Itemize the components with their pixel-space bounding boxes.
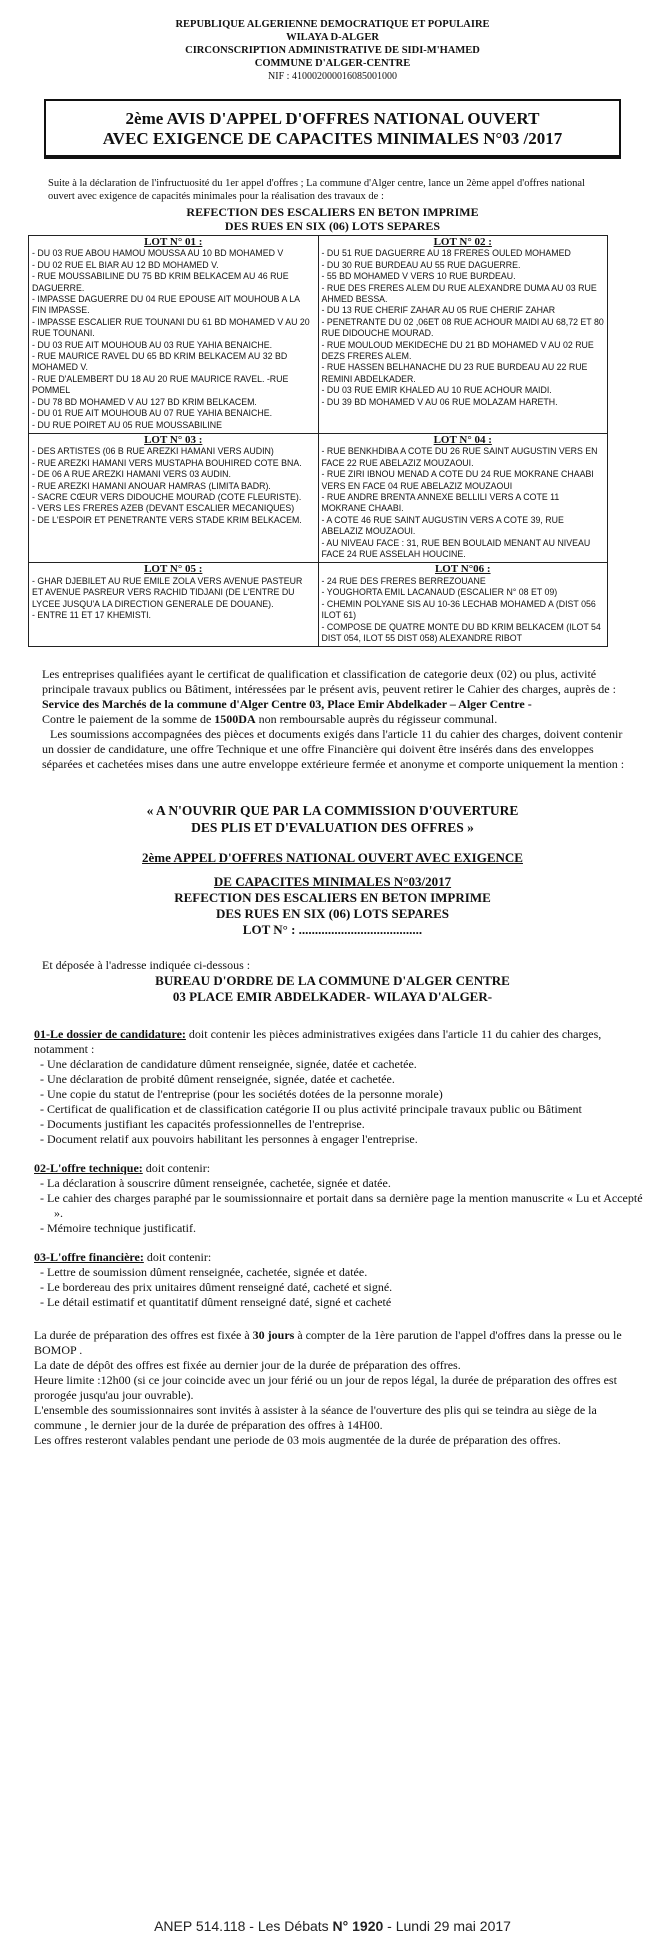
header-line-circonscription: CIRCONSCRIPTION ADMINISTRATIVE DE SIDI-M'HAMED [185, 45, 480, 56]
lot-item: - RUE MOULOUD MEKIDECHE DU 21 BD MOHAMED V AU 02 RUE DEZS FRERES ALEM. [321, 339, 594, 362]
requirement-item: - Le bordereau des prix unitaires dûment renseigné daté, cacheté et signé. [40, 1280, 393, 1295]
lots-row [29, 434, 608, 563]
closing-section [34, 1328, 646, 1448]
mention-line7: LOT N° : ...................................... [242, 922, 423, 938]
lot-item: - RUE D'ALEMBERT DU 18 AU 20 RUE MAURICE RAVEL. -RUE POMMEL [32, 373, 289, 396]
lot-item: - RUE ANDRE BRENTA ANNEXE BELLILI VERS A COTE 11 MOKRANE CHAABI. [321, 492, 560, 514]
lot-items [322, 248, 605, 408]
lot-item: - RUE BENKHDIBA A COTE DU 26 RUE SAINT AUGUSTIN VERS EN FACE 22 RUE ABELAZIZ MOUZAOUI. [321, 446, 598, 468]
submission-paragraph: Les soumissions accompagnées des pièces et documents exigés dans l'article 11 du cahier des charges, doivent contenir un dossier de candidature, une offre Technique et une offre Financière qui doivent être insérés dans des enveloppes séparées et cachetées mises dans une autre enveloppe extérieure fermée et anonyme et comporte uniquement la mention : [42, 727, 625, 772]
requirement-item: - Une copie du statut de l'entreprise (pour les sociétés dotées de la personne morale) [40, 1087, 443, 1102]
lot-item: - RUE HASSEN BELHANACHE DU 23 RUE BURDEAU AU 22 RUE REMINI ABDELKADER. [321, 362, 588, 384]
lot-cell [318, 563, 608, 647]
tender-title-line2: AVEC EXIGENCE DE CAPACITES MINIMALES N°03 /2017 [102, 129, 563, 148]
requirement-item: - Une déclaration de candidature dûment renseignée, signée, datée et cachetée. [40, 1057, 417, 1072]
header-line-wilaya: WILAYA D-ALGER [286, 32, 379, 43]
lot-cell [318, 434, 608, 563]
lot-items [32, 446, 315, 526]
eligibility-section [42, 667, 631, 772]
requirement-item: - Mémoire technique justificatif. [40, 1221, 196, 1236]
lot-item: - DU 03 RUE ABOU HAMOU MOUSSA AU 10 BD MOHAMED V [32, 248, 284, 259]
lot-item: - RUE DES FRERES ALEM DU RUE ALEXANDRE DUMA AU 03 RUE AHMED BESSA. [321, 282, 597, 305]
dossier-text: doit contenir les pièces administratives exigées dans l'article 11 du cahier des charges, notamment : [34, 1027, 602, 1057]
closing-p1-post: à compter de la 1ère parution de l'appel d'offres dans la presse ou le BOMOP . [34, 1328, 622, 1358]
lot-title: LOT N°06 : [434, 563, 491, 576]
publication-footer [0, 1918, 665, 1934]
lot-items [32, 248, 315, 431]
header-nif: NIF : 410002000016085001000 [268, 71, 397, 82]
lot-item: - COMPOSE DE QUATRE MONTE DU BD KRIM BELKACEM (ILOT 54 DIST 054, ILOT 55 DIST 058) ALEXANDRE RIBOT [321, 621, 601, 643]
lot-items [322, 576, 605, 644]
mention-line6: DES RUES EN SIX (06) LOTS SEPARES [215, 906, 450, 922]
lot-item: - DU 03 RUE AIT MOUHOUB AU 03 RUE YAHIA BENAICHE. [32, 339, 273, 350]
lot-item: - DU 01 RUE AIT MOUHOUB AU 07 RUE YAHIA BENAICHE. [32, 408, 273, 419]
works-subject-line1: REFECTION DES ESCALIERS EN BETON IMPRIME [186, 205, 479, 219]
lot-item: - 24 RUE DES FRERES BERREZOUANE [321, 575, 486, 586]
envelope-mention [0, 802, 665, 836]
deposit-line2: 03 PLACE EMIR ABDELKADER- WILAYA D'ALGER- [172, 989, 493, 1005]
lot-items [32, 576, 315, 622]
mention-line4: DE CAPACITES MINIMALES N°03/2017 [213, 874, 452, 890]
header-line-commune: COMMUNE D'ALGER-CENTRE [254, 58, 411, 69]
dossier-list [34, 1057, 646, 1147]
lot-item: - DU 78 BD MOHAMED V AU 127 BD KRIM BELKACEM. [32, 396, 257, 407]
payment-amount: 1500DA [214, 712, 256, 727]
dossier-section [34, 1027, 646, 1147]
lot-item: - DE L'ESPOIR ET PENETRANTE VERS STADE KRIM BELKACEM. [32, 514, 302, 525]
financiere-section [34, 1250, 646, 1310]
lot-item: - RUE AREZKI HAMANI ANOUAR HAMRAS (LIMITA BADR). [32, 480, 271, 491]
lot-item: - 55 BD MOHAMED V VERS 10 RUE BURDEAU. [321, 271, 516, 282]
lot-title: LOT N° 02 : [433, 236, 492, 248]
closing-deadline: Heure limite :12h00 (si ce jour coincide avec un jour férié ou un jour de repos légal, la durée de préparation des offres est prorogée jusqu'au jour ouvrable). [34, 1373, 617, 1403]
lot-title: LOT N° 03 : [144, 434, 203, 446]
closing-p1-bold: 30 jours [252, 1328, 295, 1343]
lot-item: - DES ARTISTES (06 B RUE AREZKI HAMANI VERS AUDIN) [32, 446, 274, 457]
lot-item: - A COTE 46 RUE SAINT AUGUSTIN VERS A COTE 39, RUE ABELAZIZ MOUZAOUI. [321, 514, 564, 537]
financiere-text: doit contenir: [143, 1250, 212, 1265]
dossier-heading: 01-Le dossier de candidature: [34, 1027, 186, 1042]
lot-title: LOT N° 04 : [433, 434, 492, 446]
eligibility-paragraph: Les entreprises qualifiées ayant le certificat de qualification et classification de categorie deux (02) ou plus, activité principale travaux publics ou Bâtiment, intéressées par le présent avis, peuvent retirer le Cahier des charges, auprès de : [42, 667, 616, 697]
service-address: Service des Marchés de la commune d'Alger Centre 03, Place Emir Abdelkader – Alger Centre - [42, 697, 532, 712]
closing-deposit-date: La date de dépôt des offres est fixée au dernier jour de la durée de préparation des offres. [34, 1358, 461, 1373]
deposit-line1: BUREAU D'ORDRE DE LA COMMUNE D'ALGER CENTRE [155, 973, 510, 989]
lot-item: - RUE MOUSSABILINE DU 75 BD KRIM BELKACEM AU 46 RUE DAGUERRE. [32, 271, 289, 293]
payment-post: non remboursable auprès du régisseur communal. [255, 712, 498, 727]
footer-pre: ANEP 514.118 - Les Débats [154, 1918, 333, 1934]
lot-item: - DU 03 RUE EMIR KHALED AU 10 RUE ACHOUR MAIDI. [321, 385, 552, 396]
financiere-list [34, 1265, 646, 1310]
lot-title: LOT N° 01 : [144, 236, 203, 248]
footer-post: - Lundi 29 mai 2017 [383, 1918, 511, 1934]
requirement-item: - La déclaration à souscrire dûment renseignée, cachetée, signée et datée. [40, 1176, 391, 1191]
requirement-item: - Le cahier des charges paraphé par le soumissionnaire et portait dans sa dernière page la mention manuscrite « Lu et Accepté ». [40, 1191, 643, 1221]
mention-reference [0, 850, 665, 938]
technique-text: doit contenir: [142, 1161, 211, 1176]
deposit-intro: Et déposée à l'adresse indiquée ci-dessous : [42, 958, 251, 973]
lot-item: - DE 06 A RUE AREZKI HAMANI VERS 03 AUDIN. [32, 469, 231, 480]
lot-item: - IMPASSE ESCALIER RUE TOUNANI DU 61 BD MOHAMED V AU 20 RUE TOUNANI. [32, 316, 310, 339]
closing-duration [34, 1328, 646, 1358]
mention-line3: 2ème APPEL D'OFFRES NATIONAL OUVERT AVEC EXIGENCE [142, 850, 523, 866]
financiere-heading: 03-L'offre financière: [34, 1250, 144, 1265]
works-subject [0, 205, 665, 233]
lot-cell [29, 434, 319, 563]
mention-line5: REFECTION DES ESCALIERS EN BETON IMPRIME [174, 890, 491, 906]
financiere-intro [34, 1250, 646, 1265]
dossier-intro [34, 1027, 646, 1057]
lots-row [29, 236, 608, 434]
closing-opening-session: L'ensemble des soumissionnaires sont invités à assister à la séance de l'ouverture des plis qui se teindra au siège de la commune , le dernier jour de la durée de préparation des offres à 14H00. [34, 1403, 597, 1433]
lot-item: - CHEMIN POLYANE SIS AU 10-36 LECHAB MOHAMED A (DIST 056 ILOT 61) [321, 598, 596, 621]
header-line-republic: REPUBLIQUE ALGERIENNE DEMOCRATIQUE ET POPULAIRE [175, 19, 490, 30]
mention-line1: « A N'OUVRIR QUE PAR LA COMMISSION D'OUVERTURE [146, 803, 519, 819]
technique-list [34, 1176, 646, 1236]
lot-item: - VERS LES FRERES AZEB (DEVANT ESCALIER MECANIQUES) [32, 503, 295, 514]
technique-section [34, 1161, 646, 1236]
lot-item: - DU 30 RUE BURDEAU AU 55 RUE DAGUERRE. [321, 259, 521, 270]
lot-title: LOT N° 05 : [144, 563, 203, 576]
lot-item: - ENTRE 11 ET 17 KHEMISTI. [32, 610, 151, 621]
lot-item: - RUE ZIRI IBNOU MENAD A COTE DU 24 RUE MOKRANE CHAABI VERS EN FACE 04 RUE ABELAZIZ MOUZAOUI [321, 469, 594, 491]
footer-issue-number: N° 1920 [332, 1918, 384, 1934]
lots-table [28, 235, 608, 647]
lot-item: - DU 39 BD MOHAMED V AU 06 RUE MOLAZAM HARETH. [321, 396, 558, 407]
lot-item: - GHAR DJEBILET AU RUE EMILE ZOLA VERS AVENUE PASTEUR ET AVENUE PASREUR VERS RACHID TIDJANI (DE L'ENTRE DU LYCEE JUSQU'A LA DIRECTION GENERALE DE DOUANE). [32, 575, 303, 609]
requirement-item: - Le détail estimatif et quantitatif dûment renseigné daté, signé et cacheté [40, 1295, 392, 1310]
lot-cell [29, 563, 319, 647]
lot-cell [318, 236, 608, 434]
lots-row [29, 563, 608, 647]
lot-item: - SACRE CŒUR VERS DIDOUCHE MOURAD (COTE FLEURISTE). [32, 492, 302, 503]
requirement-item: - Document relatif aux pouvoirs habilitant les personnes à engager l'entreprise. [40, 1132, 418, 1147]
tender-title-line1: 2ème AVIS D'APPEL D'OFFRES NATIONAL OUVERT [125, 109, 540, 128]
lot-item: - AU NIVEAU FACE : 31, RUE BEN BOULAID MENANT AU NIVEAU FACE 24 RUE ASSELAH HOUCINE. [321, 537, 591, 560]
requirement-item: - Lettre de soumission dûment renseignée, cachetée, signée et datée. [40, 1265, 368, 1280]
lot-item: - DU 51 RUE DAGUERRE AU 18 FRERES OULED MOHAMED [321, 248, 571, 259]
lot-item: - IMPASSE DAGUERRE DU 04 RUE EPOUSE AIT MOUHOUB A LA FIN IMPASSE. [32, 294, 300, 316]
deposit-address [0, 973, 665, 1005]
payment-line [42, 712, 631, 727]
technique-heading: 02-L'offre technique: [34, 1161, 143, 1176]
lot-item: - RUE AREZKI HAMANI VERS MUSTAPHA BOUHIRED COTE BNA. [32, 457, 302, 468]
lot-item: - DU 02 RUE EL BIAR AU 12 BD MOHAMED V. [32, 259, 219, 270]
requirement-item: - Une déclaration de probité dûment renseignée, signée, datée et cachetée. [40, 1072, 395, 1087]
requirement-item: - Documents justifiant les capacités professionnelles de l'entreprise. [40, 1117, 365, 1132]
mention-line2: DES PLIS ET D'EVALUATION DES OFFRES » [191, 820, 474, 836]
payment-pre: Contre le paiement de la somme de [42, 712, 215, 727]
lot-cell [29, 236, 319, 434]
technique-intro [34, 1161, 646, 1176]
lot-item: - PENETRANTE DU 02 ,06ET 08 RUE ACHOUR MAIDI AU 68,72 ET 80 RUE DIDOUCHE MOURAD. [321, 316, 604, 339]
lot-item: - DU RUE POIRET AU 05 RUE MOUSSABILINE [32, 419, 222, 430]
lot-items [322, 446, 605, 560]
lot-item: - RUE MAURICE RAVEL DU 65 BD KRIM BELKACEM AU 32 BD MOHAMED V. [32, 351, 288, 373]
issuer-header [0, 18, 665, 83]
closing-validity: Les offres resteront valables pendant une periode de 03 mois augmentée de la durée de préparation des offres. [34, 1433, 561, 1448]
works-subject-line2: DES RUES EN SIX (06) LOTS SEPARES [224, 219, 441, 233]
tender-title-box [44, 99, 621, 159]
intro-paragraph: Suite à la déclaration de l'infructuosité du 1er appel d'offres ; La commune d'Alger centre, lance un 2ème appel d'offres national ouvert avec exigence de capacités minimales pour la réalisation des travaux de : [48, 178, 585, 202]
closing-p1-pre: La durée de préparation des offres est fixée à [34, 1328, 253, 1343]
lot-item: - YOUGHORTA EMIL LACANAUD (ESCALIER N° 08 ET 09) [321, 587, 558, 598]
requirement-item: - Certificat de qualification et de classification catégorie II ou plus activité principale travaux public ou Bâtiment [40, 1102, 582, 1117]
lot-item: - DU 13 RUE CHERIF ZAHAR AU 05 RUE CHERIF ZAHAR [321, 305, 556, 316]
